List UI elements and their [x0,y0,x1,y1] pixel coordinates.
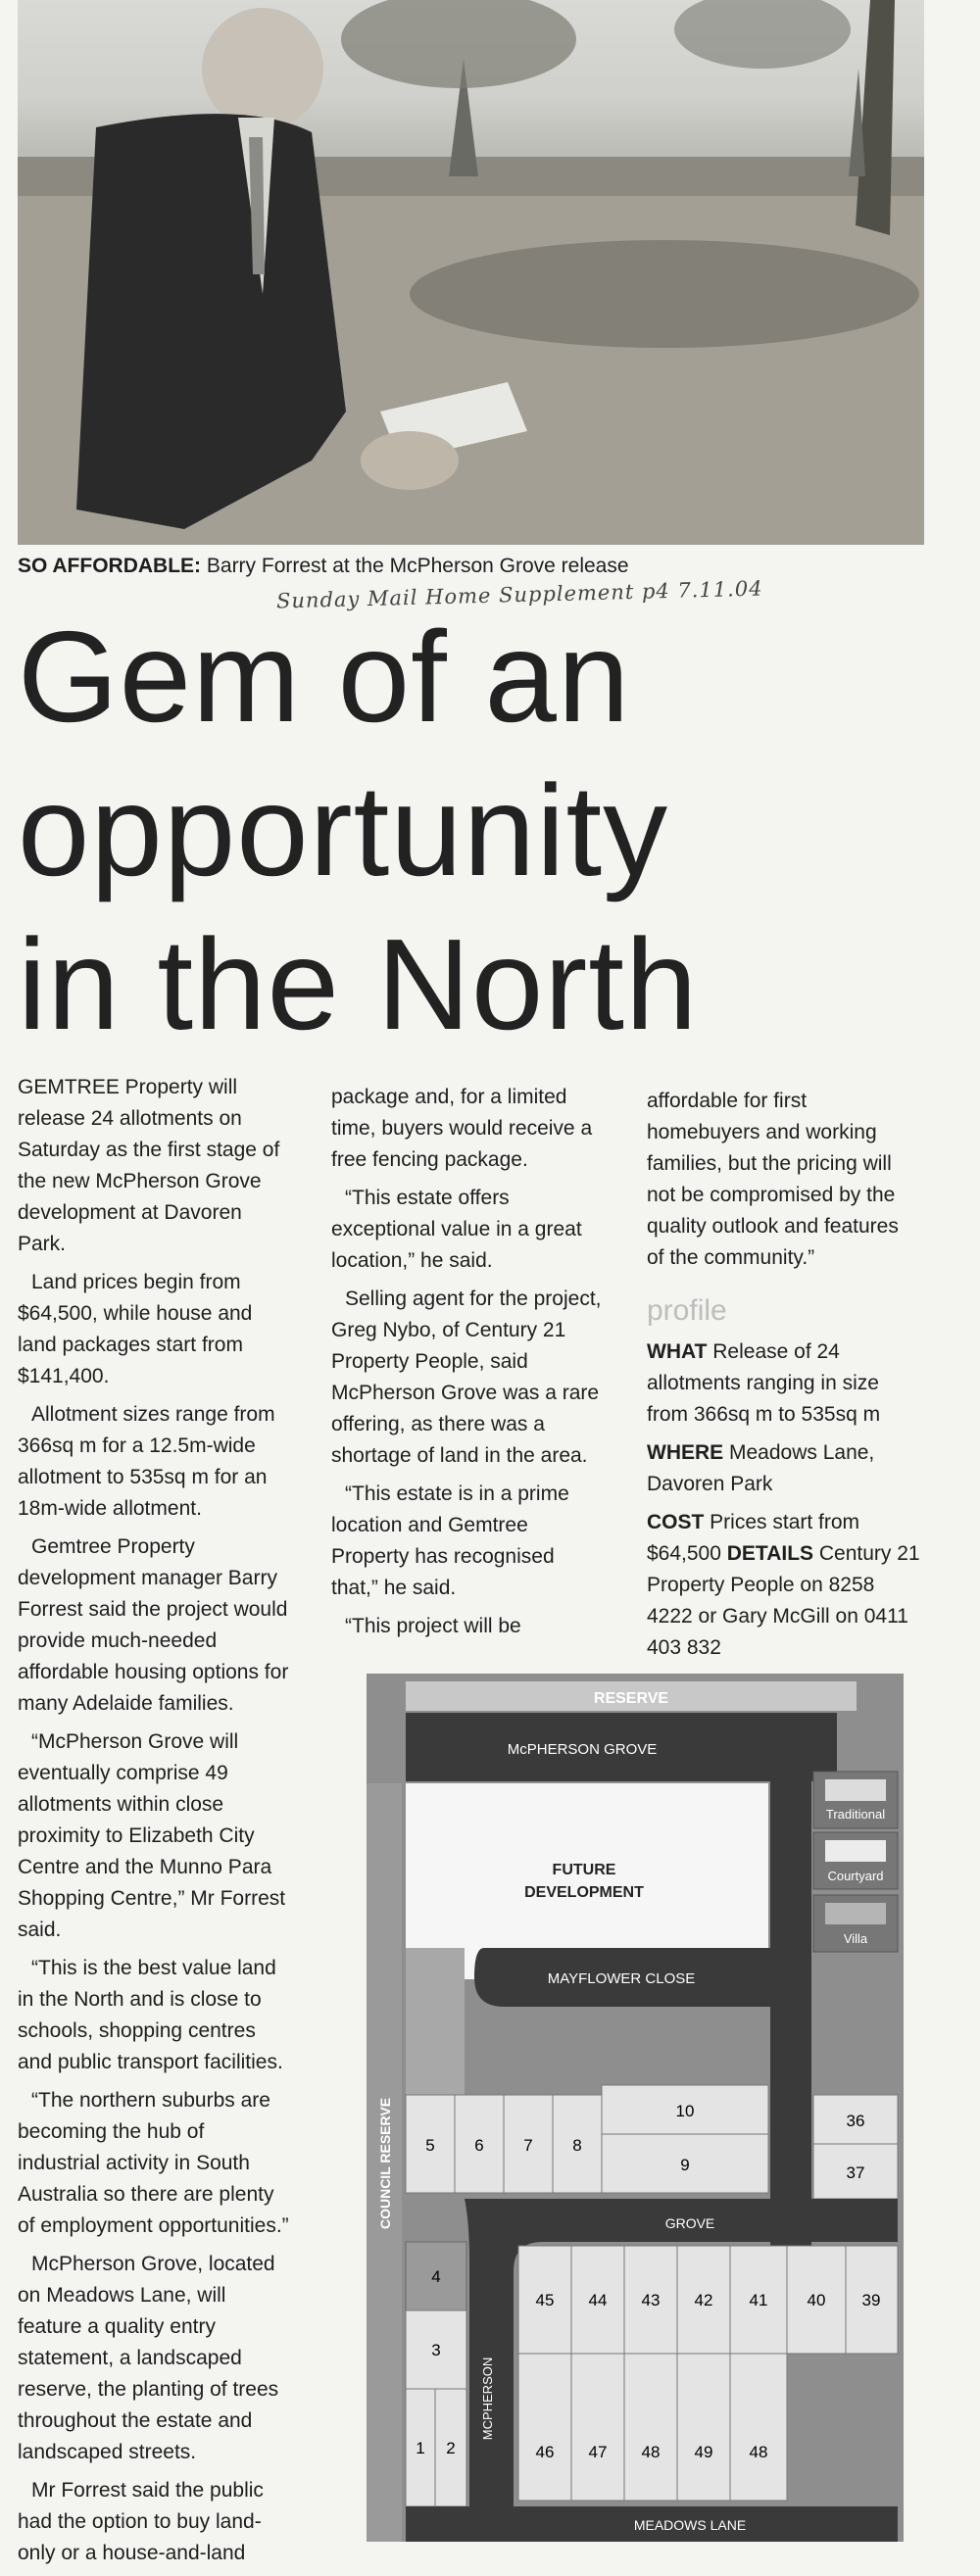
article-column-1 [18,1072,292,2576]
lot-number: 2 [446,2439,456,2457]
legend-swatch [825,1903,886,1924]
where-text: Meadows Lane, Davoren Park [647,1441,875,1495]
lot [730,2354,787,2501]
paragraph: affordable for first homebuyers and working families, but the pricing will not be compromised by the quality outlook and features of the community.” [647,1090,899,1269]
grove-label: GROVE [664,2215,715,2231]
headline-line: opportunity [18,758,669,903]
what-label: WHAT [647,1340,708,1363]
legend-swatch [825,1840,886,1862]
lot [518,2354,571,2501]
lot-number: 36 [846,2112,865,2130]
lot-number: 48 [641,2443,661,2461]
reserve-label: RESERVE [593,1690,669,1707]
headline-line: in the North [18,912,699,1057]
lot [571,2354,624,2501]
lot-number: 10 [675,2102,695,2120]
lot-number: 47 [588,2443,608,2461]
paragraph: “McPherson Grove will eventually comprise 49 allotments within close proximity to Elizabeth City Centre and the Munno Para Shopping Centre,” Mr Forrest said. [18,1730,286,1941]
paragraph: “This is the best value land in the North and is close to schools, shopping centres and public transport facilities. [18,1957,283,2073]
legend-villa-label: Villa [843,1931,868,1946]
paragraph: “The northern suburbs are becoming the hub of industrial activity in South Australia so there are plenty of employment opportunities.” [18,2089,289,2237]
handwritten-note: Sunday Mail Home Supplement p4 7.11.04 [275,576,763,613]
paragraph: Mr Forrest said the public had the option to buy land-only or a house-and-land [18,2479,264,2564]
headline [18,600,698,1061]
paragraph: Land prices begin from $64,500, while house and land packages start from $141,400. [18,1271,253,1387]
article-column-2 [331,1082,606,1649]
lot-number: 9 [680,2156,690,2174]
where-label: WHERE [647,1441,724,1464]
lot-number: 48 [749,2443,768,2461]
person-photo-icon [18,0,924,545]
future-development-label: FUTURE [552,1862,616,1878]
legend-traditional-label: Traditional [825,1807,886,1822]
lot-number: 43 [641,2291,661,2309]
lot-number: 4 [431,2267,441,2286]
lot-number: 3 [431,2341,441,2359]
headline-line: Gem of an [18,605,631,749]
estate-map [367,1674,904,2542]
lot-number: 37 [846,2163,865,2182]
future-development-label: DEVELOPMENT [524,1884,644,1901]
paragraph: “This estate is in a prime location and Gemtree Property has recognised that,” he said. [331,1482,569,1599]
lot-number: 42 [694,2291,713,2309]
lot-number: 45 [535,2291,555,2309]
lot [624,2354,677,2501]
cost-text: Prices start from $64,500 [647,1511,860,1565]
mcpherson-grove-label: McPHERSON GROVE [507,1741,658,1758]
paragraph: Selling agent for the project, Greg Nybo, of Century 21 Property People, said McPherson Grove was a rare offering, as there was a shortage of land in the area. [331,1288,602,1467]
paragraph: McPherson Grove, located on Meadows Lane, will feature a quality entry statement, a landscaped reserve, the planting of trees throughout the estate and landscaped streets. [18,2253,279,2463]
lot-number: 1 [416,2439,425,2457]
mcpherson-label: MCPHERSON [480,2357,495,2441]
reserve-building [406,1948,465,2095]
details-label: DETAILS [726,1542,814,1565]
legend-swatch [825,1779,886,1801]
road-vertical-east [770,1713,811,2271]
fact-where [647,1437,921,1500]
photo [18,0,924,545]
what-text: Release of 24 allotments ranging in size from 366sq m to 535sq m [647,1340,881,1426]
council-reserve-label: COUNCIL RESERVE [377,2097,393,2230]
lot-number: 44 [588,2291,608,2309]
details-text: Century 21 Property People on 8258 4222 or Gary McGill on 0411 403 832 [647,1542,920,1659]
cost-label: COST [647,1511,705,1533]
lot-number: 49 [694,2443,713,2461]
lot-number: 6 [474,2136,484,2155]
paragraph: package and, for a limited time, buyers would receive a free fencing package. [331,1086,593,1171]
lot-number: 7 [523,2136,533,2155]
paragraph: Allotment sizes range from 366sq m for a 12.5m-wide allotment to 535sq m for an 18m-wide allotment. [18,1403,275,1520]
paragraph: “This project will be [345,1615,521,1637]
lot-number: 46 [535,2443,555,2461]
legend-courtyard-label: Courtyard [827,1869,884,1883]
caption-text: Barry Forrest at the McPherson Grove release [201,555,629,577]
fact-cost-details [647,1507,921,1664]
lot-number: 8 [572,2136,582,2155]
profile-label: profile [647,1294,727,1327]
lot-number: 39 [861,2291,881,2309]
paragraph: “This estate offers exceptional value in a great location,” he said. [331,1187,582,1272]
lot-number: 5 [425,2136,435,2155]
paragraph: GEMTREE Property will release 24 allotments on Saturday as the first stage of the new McPherson Grove development at Davoren Park. [18,1076,280,1255]
meadows-lane-label: MEADOWS LANE [633,2517,747,2533]
caption-label: SO AFFORDABLE: [18,555,202,577]
fact-what [647,1337,921,1431]
lot-number: 41 [749,2291,768,2309]
photo-caption [18,555,629,578]
lot-number: 40 [807,2291,826,2309]
paragraph: Gemtree Property development manager Barry Forrest said the project would provide much-needed affordable housing options for many Adelaide families. [18,1535,289,1715]
mayflower-close-label: MAYFLOWER CLOSE [547,1970,696,1987]
article-column-3 [647,1086,921,1671]
lot [677,2354,730,2501]
